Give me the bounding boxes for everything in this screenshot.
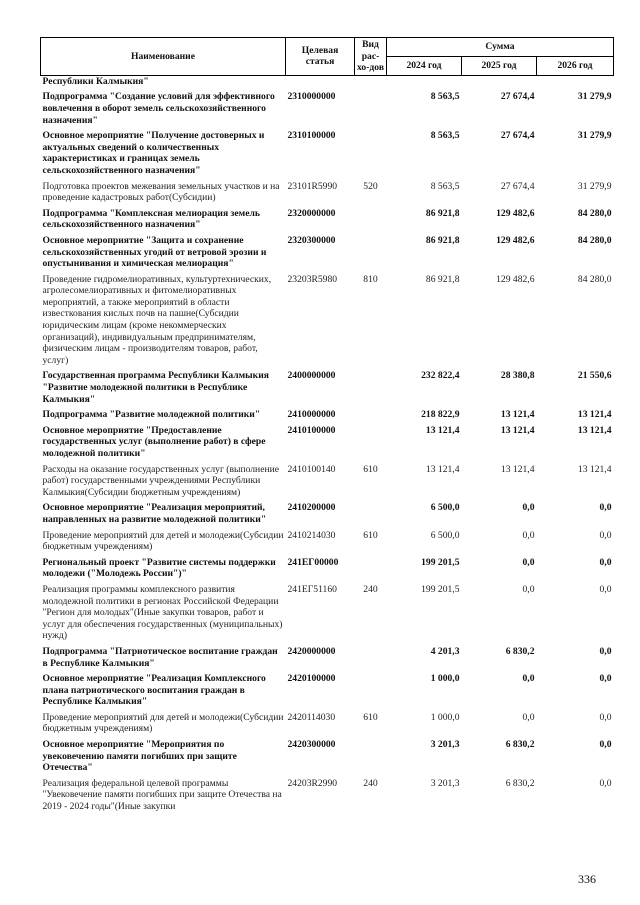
row-kind-cell: 610 [363, 463, 378, 475]
row-2026-cell: 31 279,9 [577, 91, 612, 103]
table-row [41, 425, 614, 464]
row-2024-cell: 1 000,0 [430, 673, 460, 685]
row-2024-cell: 86 921,8 [425, 273, 460, 285]
row-kind-cell: 520 [363, 180, 378, 192]
row-2025-cell [462, 75, 537, 91]
col-header-target: Целевая статья [286, 38, 355, 76]
row-2026-cell: 0,0 [599, 583, 612, 595]
row-code-cell: 2410000000 [287, 409, 336, 421]
row-2026-cell: 0,0 [599, 502, 612, 514]
row-name-cell: Государственная программа Республики Калмыкия "Развитие молодежной политики в Республике Калмыкия" [42, 370, 269, 405]
table-body [41, 75, 614, 816]
row-name-cell: Республики Калмыкия" [42, 75, 149, 87]
row-code-cell: 2310000000 [287, 91, 336, 103]
row-2024-cell: 232 822,4 [421, 370, 460, 382]
row-code-cell: 2410214030 [287, 529, 336, 541]
row-2024-cell: 218 822,9 [421, 409, 460, 421]
row-2024-cell: 6 500,0 [430, 502, 460, 514]
row-2024-cell: 1 000,0 [430, 711, 460, 723]
row-code-cell: 2310100000 [287, 130, 336, 142]
table-row [41, 274, 614, 371]
row-2024-cell: 3 201,3 [430, 777, 460, 789]
row-name-cell: Основное мероприятие "Реализация Комплексного плана патриотического воспитания граждан в Республике Калмыкия" [42, 673, 266, 708]
row-2024-cell: 8 563,5 [430, 130, 460, 142]
row-2025-cell: 0,0 [522, 583, 535, 595]
row-kind-cell [355, 370, 387, 409]
row-name-cell: Подпрограмма "Развитие молодежной политики" [42, 409, 261, 421]
row-name-cell: Реализация программы комплексного развития молодежной политики в регионах Российской Федерации "Регион для молодых"(Иные закупки товаров, работ и услуг для обеспечения государственных (муниципальных) нужд) [42, 583, 283, 642]
row-2025-cell: 0,0 [522, 502, 535, 514]
row-2026-cell: 0,0 [599, 645, 612, 657]
row-code-cell: 24203R2990 [287, 777, 338, 789]
row-2025-cell: 13 121,4 [500, 409, 535, 421]
row-2025-cell: 0,0 [522, 529, 535, 541]
row-2025-cell: 6 830,2 [505, 645, 535, 657]
col-header-kind: Вид рас-хо-дов [355, 38, 387, 76]
row-kind-cell [355, 425, 387, 464]
row-2025-cell: 13 121,4 [500, 424, 535, 436]
row-2024-cell: 4 201,3 [430, 645, 460, 657]
row-2024-cell: 199 201,5 [421, 556, 460, 568]
row-2025-cell: 6 830,2 [505, 739, 535, 751]
row-2024-cell: 13 121,4 [425, 424, 460, 436]
row-2024-cell: 3 201,3 [430, 739, 460, 751]
table-row [41, 778, 614, 817]
table-row [41, 712, 614, 739]
row-2024-cell: 86 921,8 [425, 207, 460, 219]
row-2026-cell: 0,0 [599, 711, 612, 723]
row-name-cell: Расходы на оказание государственных услуг (выполнение работ) государственными учреждениями Республики Калмыкия(Субсидии бюджетным учреждениям) [42, 463, 279, 498]
row-2025-cell: 27 674,4 [500, 180, 535, 192]
col-header-sum: Сумма [387, 38, 614, 57]
table-header [41, 38, 614, 76]
row-2026-cell: 13 121,4 [577, 463, 612, 475]
row-2026-cell: 84 280,0 [577, 273, 612, 285]
row-kind-cell [355, 673, 387, 712]
row-2025-cell: 0,0 [522, 711, 535, 723]
row-code-cell: 2410100000 [287, 424, 336, 436]
row-2025-cell: 0,0 [522, 673, 535, 685]
row-kind-cell: 610 [363, 529, 378, 541]
row-2026-cell: 0,0 [599, 673, 612, 685]
row-2026-cell [537, 75, 614, 91]
row-kind-cell [355, 739, 387, 778]
row-2025-cell: 27 674,4 [500, 91, 535, 103]
table-row [41, 502, 614, 529]
row-2024-cell: 8 563,5 [430, 91, 460, 103]
row-2025-cell: 27 674,4 [500, 130, 535, 142]
row-kind-cell [355, 502, 387, 529]
budget-table [40, 37, 614, 817]
table-row [41, 646, 614, 673]
row-name-cell: Проведение мероприятий для детей и молодежи(Субсидии бюджетным учреждениям) [42, 711, 284, 735]
row-2026-cell: 0,0 [599, 556, 612, 568]
row-name-cell: Подпрограмма "Патриотическое воспитание граждан в Республике Калмыкия" [42, 645, 278, 669]
row-name-cell: Основное мероприятие "Получение достоверных и актуальных сведений о количественных характеристиках и границах земель сельскохозяйственного назначения" [42, 130, 265, 176]
row-name-cell: Основное мероприятие "Защита и сохранение сельскохозяйственных угодий от ветровой эрозии и опустынивания и химическая мелиорация" [42, 234, 267, 270]
row-kind-cell [355, 91, 387, 130]
row-name-cell: Подготовка проектов межевания земельных участков и на проведение кадастровых работ(Субсидии) [42, 180, 280, 204]
table-row [41, 673, 614, 712]
row-2024-cell: 8 563,5 [430, 180, 460, 192]
row-kind-cell [355, 557, 387, 584]
row-name-cell: Основное мероприятие "Мероприятия по увековечению памяти погибших при защите Отечества" [42, 739, 237, 774]
row-2024-cell [387, 75, 462, 91]
table-row [41, 530, 614, 557]
row-2026-cell: 0,0 [599, 529, 612, 541]
row-kind-cell [355, 208, 387, 235]
row-2026-cell: 13 121,4 [577, 424, 612, 436]
row-kind-cell [355, 130, 387, 180]
row-2026-cell: 84 280,0 [577, 234, 612, 246]
row-code-cell: 2410200000 [287, 502, 336, 514]
row-kind-cell: 610 [363, 711, 378, 723]
row-name-cell: Проведение мероприятий для детей и молодежи(Субсидии бюджетным учреждениям) [42, 529, 284, 553]
table-row [41, 370, 614, 409]
row-code-cell: 2420114030 [287, 711, 336, 723]
row-name-cell: Реализация федеральной целевой программы "Увековечение памяти погибших при защите Отечества на 2019 - 2024 годы"(Иные закупки [42, 777, 282, 813]
row-code-cell: 2420100000 [287, 673, 336, 685]
col-header-name: Наименование [41, 38, 286, 76]
row-code-cell: 2410100140 [287, 463, 336, 475]
table-row [41, 409, 614, 425]
row-2026-cell: 0,0 [599, 777, 612, 789]
row-kind-cell [355, 409, 387, 425]
row-2025-cell: 129 482,6 [496, 207, 535, 219]
row-2025-cell: 28 380,8 [500, 370, 535, 382]
table-row [41, 91, 614, 130]
page-number: 336 [578, 872, 596, 886]
row-2025-cell: 13 121,4 [500, 463, 535, 475]
row-2026-cell: 84 280,0 [577, 207, 612, 219]
table-row [41, 235, 614, 274]
row-name-cell: Основное мероприятие "Предоставление государственных услуг (выполнение работ) в сфере молодежной политики" [42, 424, 266, 459]
row-2025-cell: 129 482,6 [496, 273, 535, 285]
row-2024-cell: 86 921,8 [425, 234, 460, 246]
col-header-2024: 2024 год [387, 56, 462, 75]
row-code-cell: 2320000000 [287, 207, 336, 219]
table-row [41, 584, 614, 646]
row-kind-cell: 240 [363, 777, 378, 789]
row-code-cell [286, 75, 355, 91]
row-2026-cell: 31 279,9 [577, 130, 612, 142]
row-kind-cell [355, 235, 387, 274]
row-2026-cell: 31 279,9 [577, 180, 612, 192]
row-2026-cell: 21 550,6 [577, 370, 612, 382]
table-row [41, 557, 614, 584]
row-2026-cell: 0,0 [599, 739, 612, 751]
table-row [41, 181, 614, 208]
row-name-cell: Подпрограмма "Создание условий для эффективного вовлечения в оборот земель сельскохозяйственного назначения" [42, 91, 275, 126]
col-header-2025: 2025 год [462, 56, 537, 75]
row-name-cell: Проведение гидромелиоративных, культуртехнических, агролесомелиоративных и фитомелиоративных мероприятий, а также мероприятий в области известкования кислых почв на пашне(Субсидии юридическим лицам (кроме некоммерческих организаций), индивидуальным предпринимателям, физическим лицам - производителям товаров, работ, услуг) [42, 273, 272, 366]
row-2025-cell: 6 830,2 [505, 777, 535, 789]
row-2026-cell: 13 121,4 [577, 409, 612, 421]
row-code-cell: 2420000000 [287, 645, 336, 657]
row-name-cell: Подпрограмма "Комплексная мелиорация земель сельскохозяйственного назначения" [42, 207, 260, 231]
table-row [41, 464, 614, 503]
row-2024-cell: 6 500,0 [430, 529, 460, 541]
row-2024-cell: 13 121,4 [425, 463, 460, 475]
row-2025-cell: 0,0 [522, 556, 535, 568]
row-code-cell: 23203R5980 [287, 273, 338, 285]
table-row [41, 75, 614, 91]
row-kind-cell [355, 75, 387, 91]
row-code-cell: 23101R5990 [287, 180, 338, 192]
row-code-cell: 2400000000 [287, 370, 336, 382]
row-2024-cell: 199 201,5 [421, 583, 460, 595]
row-code-cell: 241EГ00000 [287, 556, 339, 568]
row-2025-cell: 129 482,6 [496, 234, 535, 246]
row-kind-cell [355, 646, 387, 673]
row-code-cell: 241EГ51160 [287, 583, 337, 595]
table-row [41, 208, 614, 235]
row-code-cell: 2420300000 [287, 739, 336, 751]
row-code-cell: 2320300000 [287, 234, 336, 246]
col-header-2026: 2026 год [537, 56, 614, 75]
row-kind-cell: 240 [363, 583, 378, 595]
table-row [41, 739, 614, 778]
table-row [41, 130, 614, 180]
row-name-cell: Основное мероприятие "Реализация мероприятий, направленных на развитие молодежной политики" [42, 502, 267, 525]
row-kind-cell: 810 [363, 273, 378, 285]
row-name-cell: Региональный проект "Развитие системы поддержки молодежи ("Молодежь России")" [42, 556, 276, 580]
